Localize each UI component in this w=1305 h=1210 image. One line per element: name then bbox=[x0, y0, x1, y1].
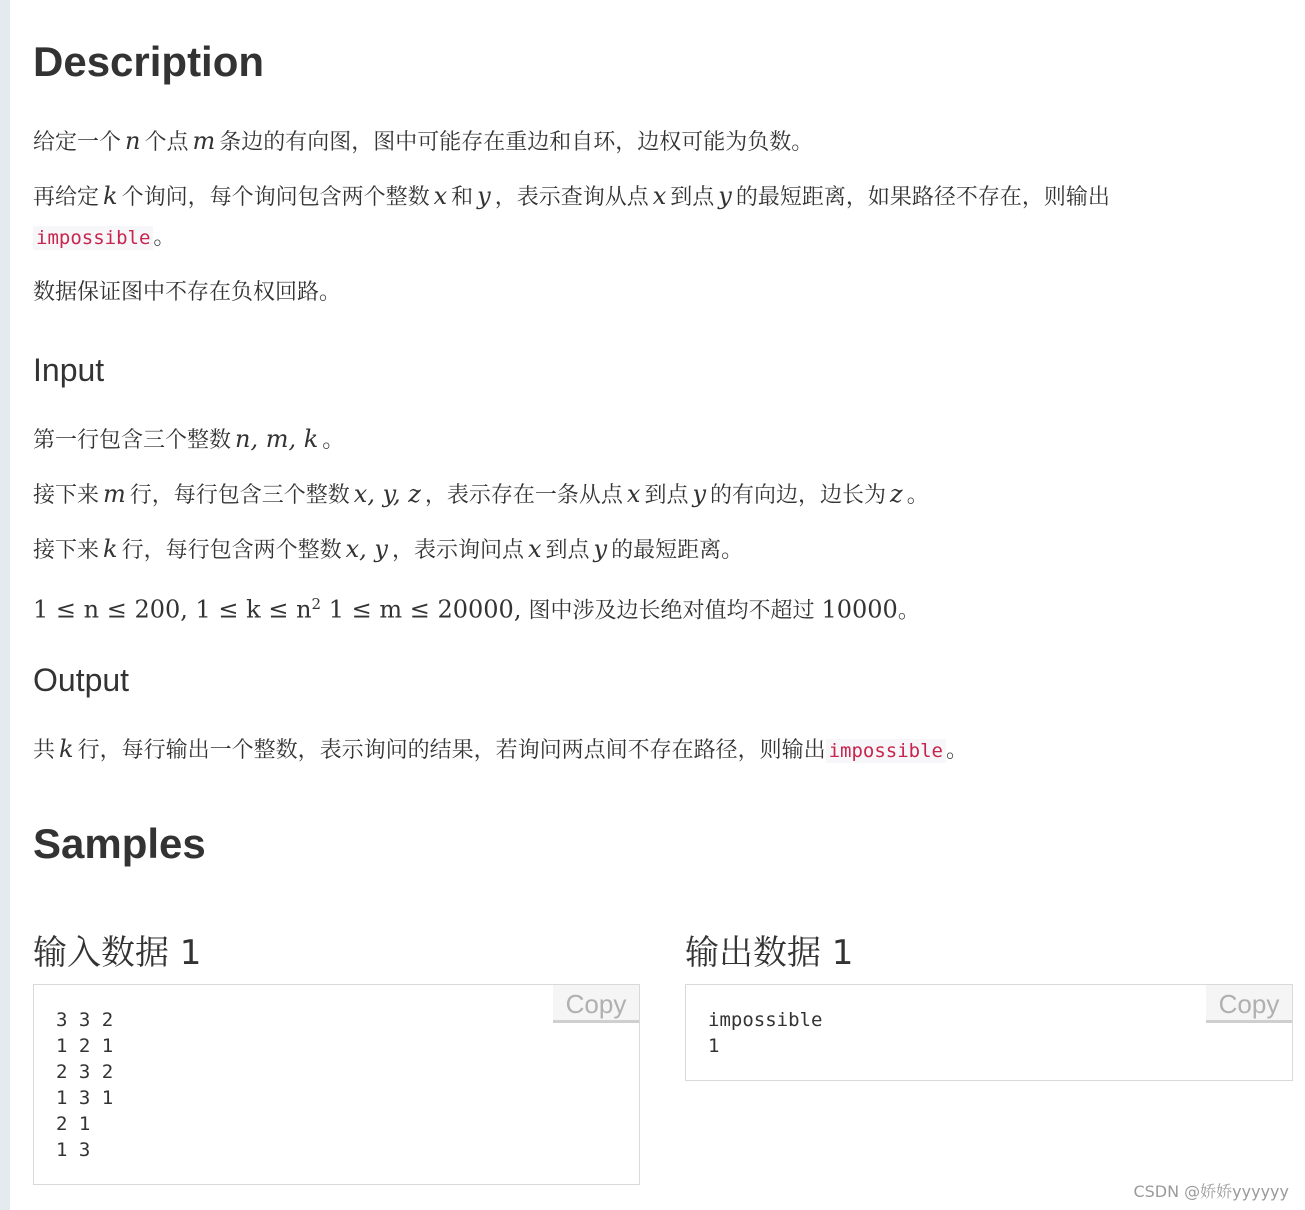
input-line-2: 接下来 m 行，每行包含三个整数 x, y, z ，表示存在一条从点 x 到点 y 的有向边，边长为 z 。 bbox=[33, 480, 929, 508]
copy-output-button[interactable]: Copy bbox=[1206, 985, 1292, 1023]
csdn-watermark: CSDN @娇娇yyyyyy bbox=[1133, 1182, 1289, 1201]
description-paragraph-2-cont: impossible 。 bbox=[33, 217, 175, 259]
output-line-1: 共 k 行，每行输出一个整数，表示询问的结果，若询问两点间不存在路径，则输出 impossible 。 bbox=[33, 735, 968, 763]
samples-heading: Samples bbox=[33, 820, 206, 867]
left-rail bbox=[0, 0, 10, 1210]
input-constraints: 1 ≤ n ≤ 200, $1 \le k \le n^2$ 1 ≤ m ≤ 20000, 图中涉及边长绝对值均不超过 10000。 bbox=[33, 595, 920, 624]
sample-output-box bbox=[685, 984, 1293, 1081]
description-heading: Description bbox=[33, 38, 265, 85]
sample-input-data: 3 3 2 1 2 1 2 3 2 1 3 1 2 1 1 3 bbox=[56, 1009, 114, 1161]
description-paragraph-1: 给定一个 n 个点 m 条边的有向图，图中可能存在重边和自环，边权可能为负数。 bbox=[33, 127, 814, 155]
description-paragraph-3: 数据保证图中不存在负权回路。 bbox=[33, 280, 342, 305]
input-line-3: 接下来 k 行，每行包含两个整数 x, y ，表示询问点 x 到点 y 的最短距离。 bbox=[33, 535, 744, 563]
input-heading: Input bbox=[33, 352, 105, 388]
sample-output-data: impossible 1 bbox=[708, 1009, 823, 1057]
copy-input-button[interactable]: Copy bbox=[553, 985, 639, 1023]
description-paragraph-2: 再给定 k 个询问，每个询问包含两个整数 x 和 y ，表示查询从点 x 到点 y 的最短距离，如果路径不存在，则输出 bbox=[33, 182, 1110, 210]
sample-output-title: 输出数据 1 bbox=[685, 933, 854, 973]
constraint-formula: 1 ≤ n ≤ 200, 1 ≤ k ≤ n bbox=[33, 595, 312, 624]
impossible-code: impossible bbox=[33, 226, 153, 250]
input-line-1: 第一行包含三个整数 n, m, k 。 bbox=[33, 425, 345, 453]
sample-input-box bbox=[33, 984, 640, 1185]
sample-input-title: 输入数据 1 bbox=[33, 933, 202, 973]
output-heading: Output bbox=[33, 662, 130, 698]
impossible-code: impossible bbox=[826, 739, 946, 763]
